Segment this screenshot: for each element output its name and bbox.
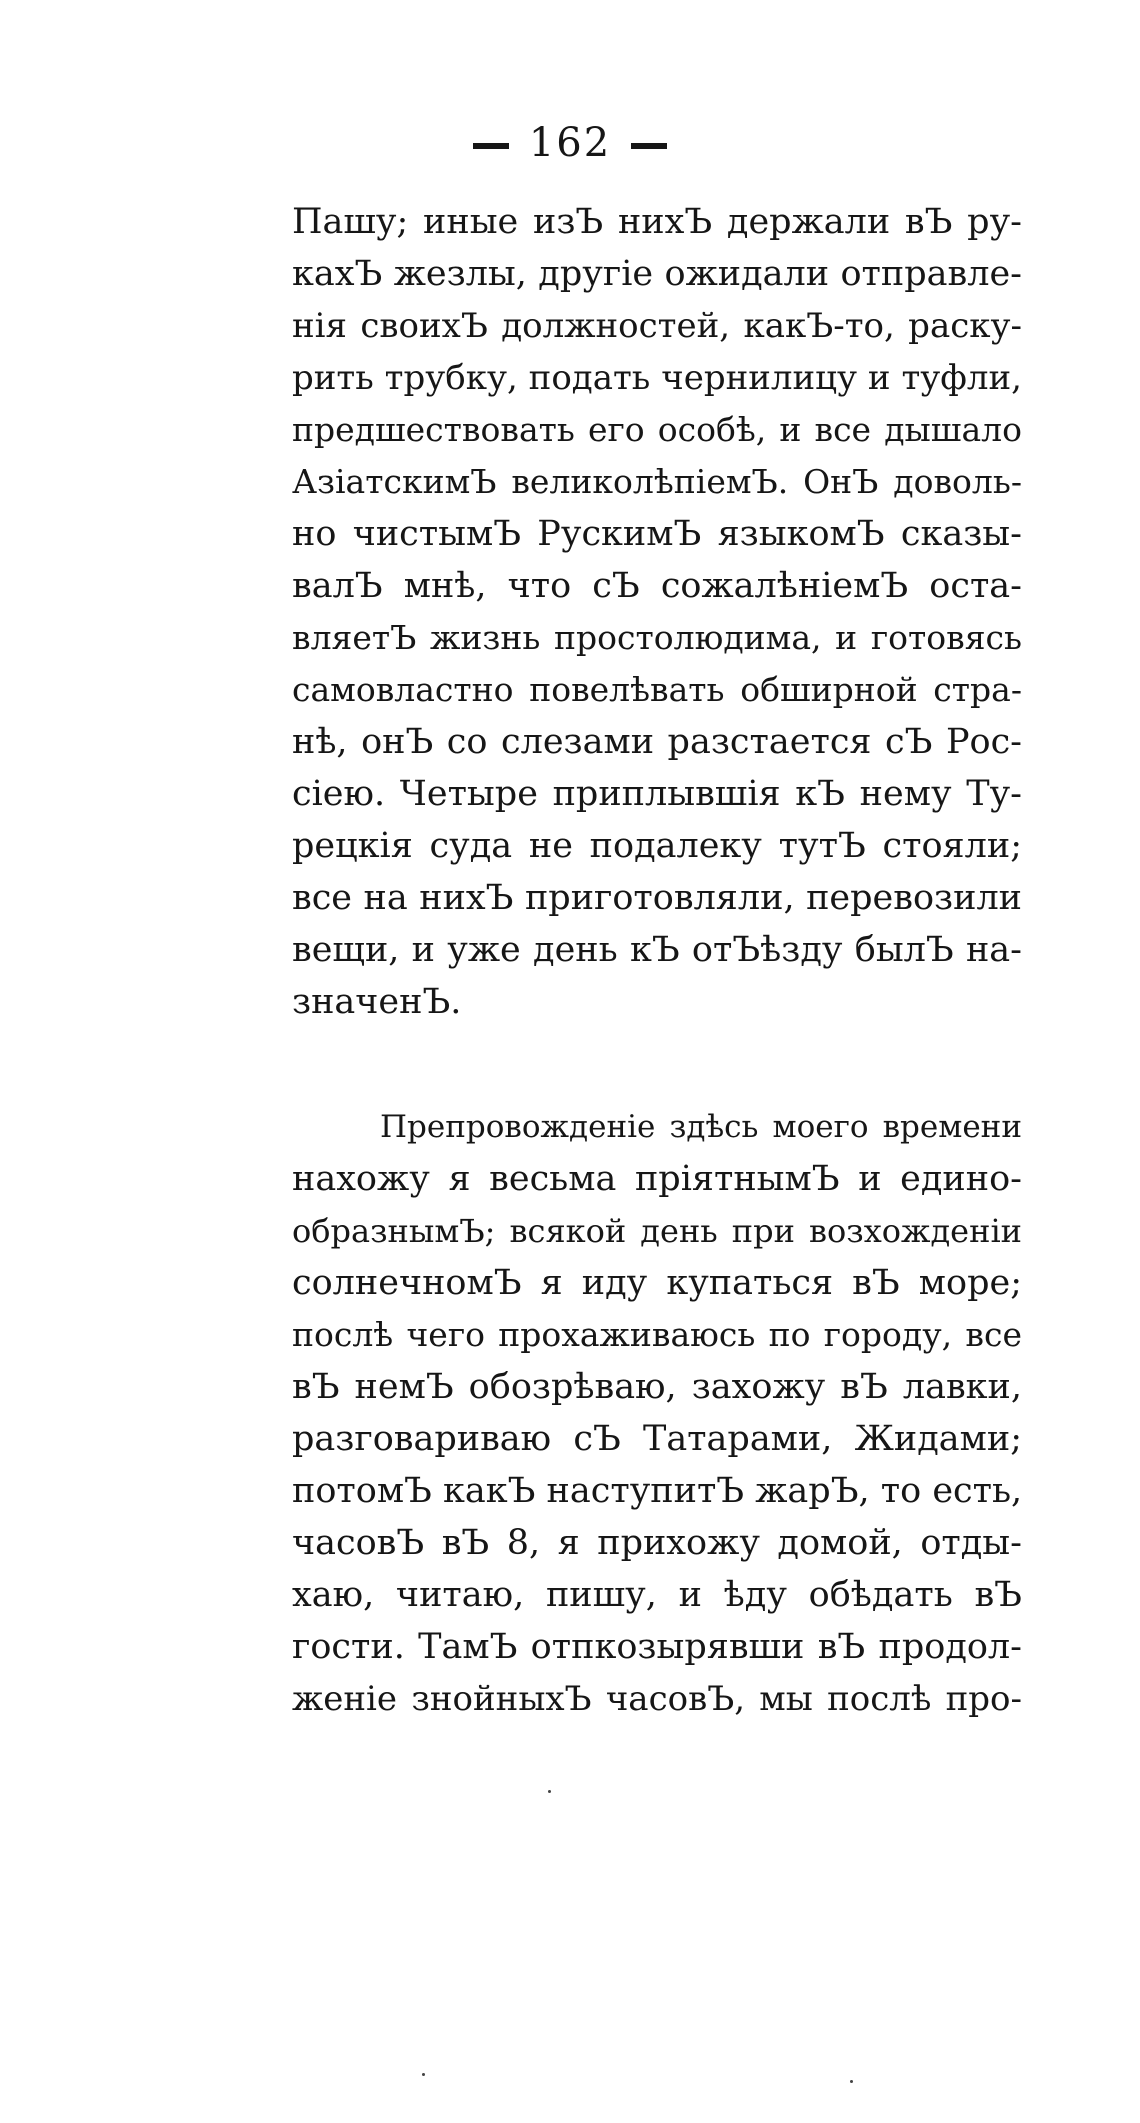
text-line: вещи, и уже день кЪ отЪѣзду былЪ на-: [292, 930, 1022, 970]
left-dash: [473, 143, 509, 149]
right-dash: [631, 143, 667, 149]
text-line: послѣ чего прохаживаюсь по городу, все: [292, 1315, 1022, 1354]
text-line: часовЪ вЪ 8, я прихожу домой, отды-: [292, 1523, 1022, 1563]
paragraph-1: [292, 196, 1022, 1028]
paper-speck: [422, 2073, 425, 2076]
text-line: хаю, читаю, пишу, и ѣду обѣдать вЪ: [292, 1575, 1022, 1615]
text-line: Пашу; иные изЪ нихЪ держали вЪ ру-: [292, 202, 1022, 242]
paper-speck: [548, 1790, 551, 1793]
text-line: нiя своихЪ должностей, какЪ-то, раску-: [292, 306, 1022, 346]
text-line: солнечномЪ я иду купаться вЪ море;: [292, 1263, 1022, 1303]
text-line: Препровожденiе здѣсь моего времени: [380, 1109, 1022, 1145]
text-line: нѣ, онЪ со слезами разстается сЪ Рос-: [292, 722, 1022, 762]
text-line: вЪ немЪ обозрѣваю, захожу вЪ лавки,: [292, 1367, 1022, 1407]
text-line: все на нихЪ приготовляли, перевозили: [292, 878, 1022, 918]
text-line: предшествовать его особѣ, и все дышало: [292, 410, 1022, 449]
text-line: женiе знойныхЪ часовЪ, мы послѣ про-: [292, 1679, 1022, 1719]
text-line: самовластно повелѣвать обширной стра-: [292, 670, 1022, 709]
text-line: потомЪ какЪ наступитЪ жарЪ, то есть,: [292, 1471, 1023, 1511]
text-line: сiею. Четыре приплывшiя кЪ нему Ту-: [292, 774, 1022, 814]
paper-speck: [850, 2080, 853, 2083]
text-line: образнымЪ; всякой день при возхожденiи: [292, 1212, 1022, 1250]
text-line: разговариваю сЪ Татарами, Жидами;: [292, 1419, 1022, 1459]
page-number-header: [0, 120, 1140, 166]
text-line: валЪ мнѣ, что сЪ сожалѣнiемЪ оста-: [292, 566, 1022, 606]
text-line: но чистымЪ РускимЪ языкомЪ сказы-: [292, 514, 1022, 554]
text-line: вляетЪ жизнь простолюдима, и готовясь: [292, 618, 1022, 657]
paragraph-2: [292, 1101, 1022, 1725]
text-line: АзiатскимЪ великолѣпiемЪ. ОнЪ доволь-: [292, 462, 1022, 501]
text-line: рецкiя суда не подалеку тутЪ стояли;: [292, 826, 1022, 866]
text-line: значенЪ.: [292, 982, 462, 1022]
text-line: рить трубку, подать чернилицу и туфли,: [292, 358, 1022, 398]
text-line: нахожу я весьма прiятнымЪ и едино-: [292, 1159, 1022, 1199]
text-line: гости. ТамЪ отпкозырявши вЪ продол-: [292, 1627, 1022, 1667]
page-number: 162: [528, 120, 612, 166]
text-line: кахЪ жезлы, другiе ожидали отправле-: [292, 254, 1022, 294]
